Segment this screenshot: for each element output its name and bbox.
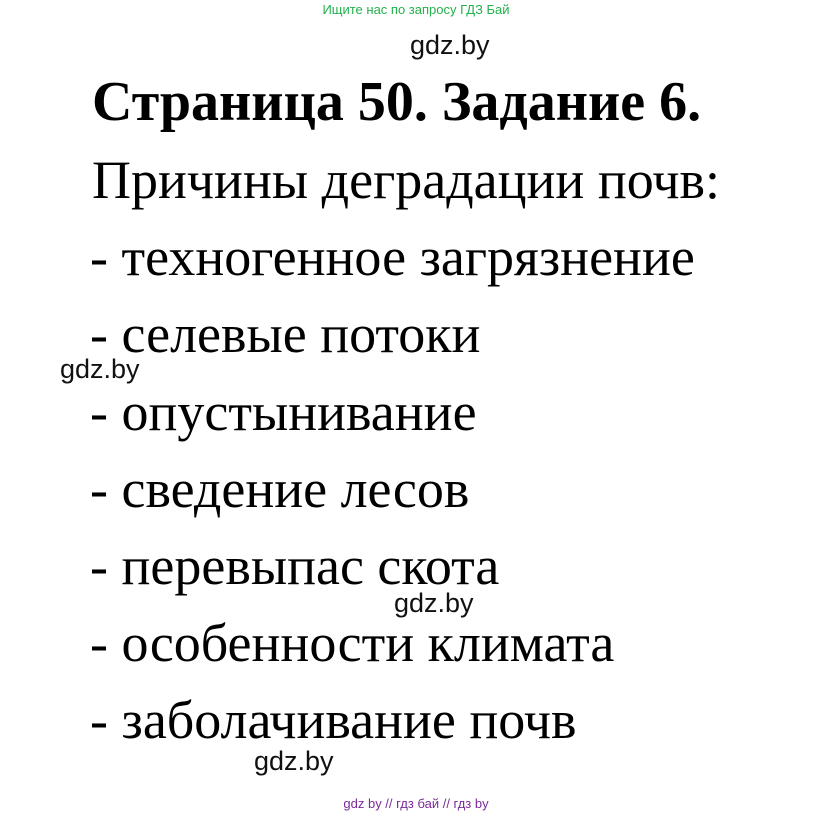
watermark: gdz.by (254, 746, 334, 776)
page-title: Страница 50. Задание 6. (92, 71, 702, 133)
list-item: - техногенное загрязнение (90, 227, 695, 287)
list-item: - опустынивание (90, 382, 477, 442)
watermark: gdz.by (410, 30, 490, 60)
footer-links: gdz by // гдз бай // гдз by (343, 796, 489, 811)
list-item: - особенности климата (90, 613, 615, 673)
list-item: - селевые потоки (90, 304, 481, 364)
top-banner: Ищите нас по запросу ГДЗ Бай (322, 2, 510, 17)
subtitle: Причины деградации почв: (92, 150, 720, 210)
watermark: gdz.by (394, 588, 474, 618)
list-item: - заболачивание почв (90, 690, 577, 750)
list-item: - сведение лесов (90, 459, 470, 519)
watermark: gdz.by (60, 354, 140, 384)
list-item: - перевыпас скота (90, 536, 500, 596)
